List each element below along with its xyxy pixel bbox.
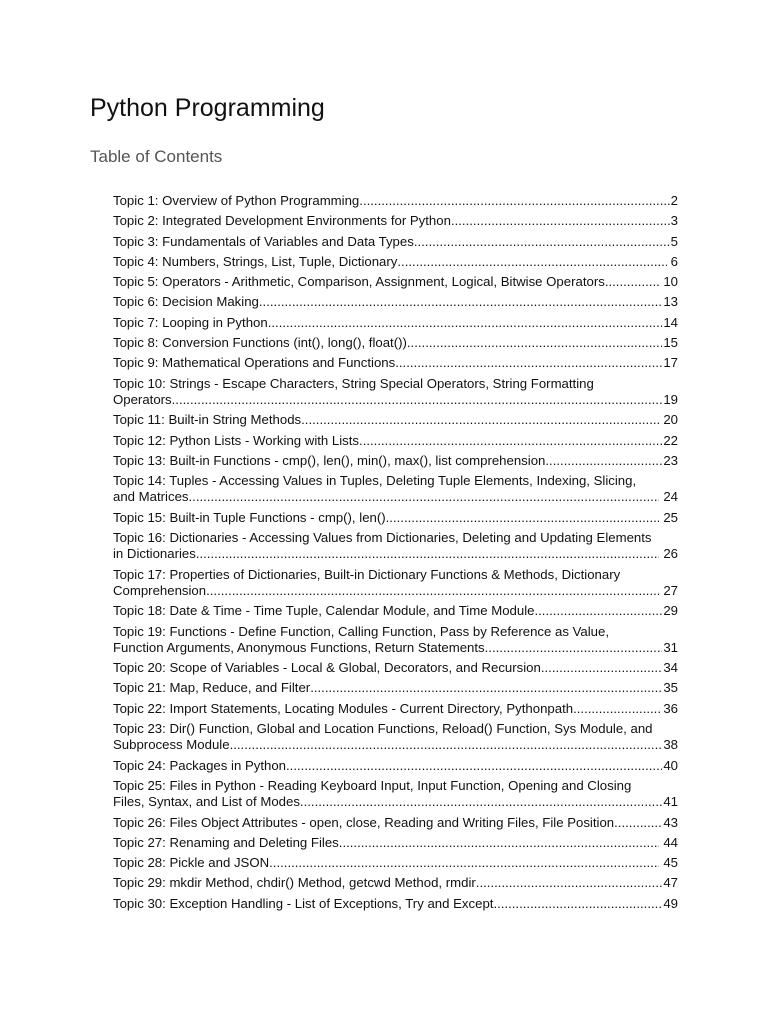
dot-leader xyxy=(196,546,660,562)
toc-entry-title-line: Topic 16: Dictionaries - Accessing Values from Dictionaries, Deleting and Updating Elements xyxy=(113,530,652,546)
toc-entry[interactable] xyxy=(113,530,678,563)
toc-entry-title: Topic 18: Date & Time - Time Tuple, Calendar Module, and Time Module xyxy=(113,603,535,619)
toc-entry-page-number: 27 xyxy=(663,582,678,598)
toc-entry-title: Topic 27: Renaming and Deleting Files xyxy=(113,834,339,850)
dot-leader xyxy=(269,855,659,871)
toc-entry-page-number: 10 xyxy=(663,274,678,290)
toc-entry[interactable] xyxy=(113,855,678,871)
dot-leader xyxy=(359,433,662,449)
toc-entry-title: Topic 4: Numbers, Strings, List, Tuple, Dictionary xyxy=(113,253,398,269)
toc-entry[interactable] xyxy=(113,376,678,409)
toc-entry-title: Subprocess Module xyxy=(113,737,230,753)
toc-entry-title: Topic 28: Pickle and JSON xyxy=(113,855,270,871)
toc-entry-title: Comprehension xyxy=(113,582,207,598)
toc-entry-row xyxy=(113,489,678,505)
toc-entry-page-number: 15 xyxy=(663,335,678,351)
toc-entry-page-number: 41 xyxy=(663,794,678,810)
toc-entry-row xyxy=(113,234,678,250)
toc-entry[interactable] xyxy=(113,701,678,717)
dot-leader xyxy=(397,254,666,270)
toc-entry[interactable] xyxy=(113,234,678,250)
dot-leader xyxy=(206,583,659,599)
toc-entry-row xyxy=(113,815,678,831)
toc-entry-row xyxy=(113,583,678,599)
toc-entry-page-number: 44 xyxy=(663,834,678,850)
toc-entry[interactable] xyxy=(113,473,678,506)
toc-entry-title: Topic 6: Decision Making xyxy=(113,294,259,310)
toc-entry[interactable] xyxy=(113,660,678,676)
toc-entry-page-number: 36 xyxy=(663,700,678,716)
toc-entry-title: Topic 30: Exception Handling - List of Exceptions, Try and Except xyxy=(113,895,494,911)
toc-entry-row xyxy=(113,546,678,562)
toc-entry-page-number: 22 xyxy=(663,432,678,448)
toc-entry[interactable] xyxy=(113,335,678,351)
toc-entry[interactable] xyxy=(113,815,678,831)
toc-entry[interactable] xyxy=(113,778,678,811)
toc-entry-title: Topic 3: Fundamentals of Variables and Data Types xyxy=(113,233,414,249)
toc-entry-title: in Dictionaries xyxy=(113,546,196,562)
toc-entry-title: Operators xyxy=(113,391,172,407)
toc-entry[interactable] xyxy=(113,294,678,310)
toc-entry[interactable] xyxy=(113,254,678,270)
toc-entry-row xyxy=(113,875,678,891)
toc-entry-row xyxy=(113,640,678,656)
toc-entry-row xyxy=(113,855,678,871)
toc-entry-page-number: 43 xyxy=(663,814,678,830)
toc-entry-page-number: 34 xyxy=(663,660,678,676)
toc-entry[interactable] xyxy=(113,355,678,371)
toc-entry-title: Topic 13: Built-in Functions - cmp(), len(), min(), max(), list comprehension xyxy=(113,452,546,468)
dot-leader xyxy=(573,701,662,717)
toc-entry[interactable] xyxy=(113,624,678,657)
dot-leader xyxy=(493,896,662,912)
toc-entry[interactable] xyxy=(113,274,678,290)
toc-entry-title-line: Topic 14: Tuples - Accessing Values in Tuples, Deleting Tuple Elements, Indexing, Slicing, xyxy=(113,473,637,489)
toc-entry-page-number: 25 xyxy=(663,509,678,525)
document-title: Python Programming xyxy=(90,94,325,122)
toc-entry-page-number: 19 xyxy=(663,391,678,407)
toc-entry-page-number: 5 xyxy=(670,233,678,249)
toc-entry-title: Topic 8: Conversion Functions (int(), long(), float()) xyxy=(113,335,407,351)
dot-leader xyxy=(359,193,669,209)
toc-entry[interactable] xyxy=(113,603,678,619)
toc-entry-page-number: 49 xyxy=(663,895,678,911)
toc-entry-page-number: 17 xyxy=(663,355,678,371)
dot-leader xyxy=(339,835,660,851)
toc-entry-row xyxy=(113,254,678,270)
toc-entry-title: Topic 11: Built-in String Methods xyxy=(113,412,302,428)
toc-entry-row xyxy=(113,680,678,696)
toc-entry-title: Topic 9: Mathematical Operations and Functions xyxy=(113,355,396,371)
toc-entry-page-number: 6 xyxy=(670,253,678,269)
toc-entry-title: Topic 29: mkdir Method, chdir() Method, getcwd Method, rmdir xyxy=(113,875,476,891)
dot-leader xyxy=(386,510,660,526)
dot-leader xyxy=(172,392,663,408)
toc-entry[interactable] xyxy=(113,896,678,912)
dot-leader xyxy=(451,213,670,229)
toc-entry-page-number: 31 xyxy=(663,639,678,655)
toc-entry-title: Topic 20: Scope of Variables - Local & Global, Decorators, and Recursion xyxy=(113,660,541,676)
toc-entry-page-number: 26 xyxy=(663,546,678,562)
toc-entry-page-number: 45 xyxy=(663,855,678,871)
toc-entry-title: Topic 2: Integrated Development Environments for Python xyxy=(113,213,451,229)
toc-entry[interactable] xyxy=(113,758,678,774)
toc-entry-title: Topic 7: Looping in Python xyxy=(113,314,268,330)
toc-entry-row xyxy=(113,510,678,526)
toc-entry-page-number: 14 xyxy=(663,314,678,330)
dot-leader xyxy=(407,335,662,351)
toc-entry-title-line: Topic 10: Strings - Escape Characters, String Special Operators, String Formatting xyxy=(113,375,594,391)
toc-entry-row xyxy=(113,335,678,351)
toc-entry-row xyxy=(113,193,678,209)
toc-entry-title: Topic 5: Operators - Arithmetic, Comparison, Assignment, Logical, Bitwise Operators xyxy=(113,274,605,290)
dot-leader xyxy=(476,875,663,891)
toc-entry-row xyxy=(113,835,678,851)
toc-entry-page-number: 20 xyxy=(663,412,678,428)
toc-entry-page-number: 29 xyxy=(663,603,678,619)
toc-entry-row xyxy=(113,315,678,331)
toc-entry[interactable] xyxy=(113,567,678,600)
toc-entry-page-number: 3 xyxy=(670,213,678,229)
toc-entry-title-line: Topic 23: Dir() Function, Global and Location Functions, Reload() Function, Sys Module, and xyxy=(113,721,653,737)
toc-entry-row xyxy=(113,896,678,912)
toc-entry-title: and Matrices xyxy=(113,489,189,505)
toc-entry-title-line: Topic 17: Properties of Dictionaries, Built-in Dictionary Functions & Methods, Dictionary xyxy=(113,566,621,582)
dot-leader xyxy=(605,274,660,290)
toc-entry[interactable] xyxy=(113,213,678,229)
toc-entry-row xyxy=(113,355,678,371)
dot-leader xyxy=(545,453,662,469)
toc-entry-row xyxy=(113,213,678,229)
toc-entry-page-number: 40 xyxy=(663,757,678,773)
toc-entry-page-number: 38 xyxy=(663,737,678,753)
toc-entry[interactable] xyxy=(113,433,678,449)
toc-entry[interactable] xyxy=(113,721,678,754)
dot-leader xyxy=(268,315,663,331)
dot-leader xyxy=(395,355,662,371)
toc-entry[interactable] xyxy=(113,453,678,469)
dot-leader xyxy=(614,815,662,831)
toc-entry[interactable] xyxy=(113,510,678,526)
toc-entry-row xyxy=(113,294,678,310)
dot-leader xyxy=(414,234,670,250)
dot-leader xyxy=(541,660,662,676)
toc-entry-title: Topic 15: Built-in Tuple Functions - cmp(), len() xyxy=(113,509,386,525)
toc-heading: Table of Contents xyxy=(90,147,223,166)
toc-entry-row xyxy=(113,453,678,469)
dot-leader xyxy=(301,412,659,428)
toc-entry-title: Topic 24: Packages in Python xyxy=(113,757,287,773)
toc-entry-page-number: 23 xyxy=(663,452,678,468)
toc-entry-row xyxy=(113,758,678,774)
toc-entry-title-line: Topic 19: Functions - Define Function, Calling Function, Pass by Reference as Value, xyxy=(113,623,610,639)
toc-entry-row xyxy=(113,660,678,676)
toc-entry[interactable] xyxy=(113,835,678,851)
toc-entry[interactable] xyxy=(113,680,678,696)
toc-entry-page-number: 47 xyxy=(663,875,678,891)
toc-entry-page-number: 35 xyxy=(663,680,678,696)
toc-entry-page-number: 24 xyxy=(663,489,678,505)
dot-leader xyxy=(259,294,662,310)
toc-entry-page-number: 2 xyxy=(670,193,678,208)
toc-entry-row xyxy=(113,701,678,717)
toc-entry-title: Topic 22: Import Statements, Locating Modules - Current Directory, Pythonpath xyxy=(113,700,574,716)
toc-entry-title: Topic 26: Files Object Attributes - open, close, Reading and Writing Files, File Position xyxy=(113,814,615,830)
toc-entry-row xyxy=(113,603,678,619)
dot-leader xyxy=(189,489,660,505)
toc-entry-row xyxy=(113,794,678,810)
toc-entry-row xyxy=(113,274,678,290)
toc-entry-title: Topic 21: Map, Reduce, and Filter xyxy=(113,680,311,696)
dot-leader xyxy=(534,603,662,619)
toc-entry-title: Topic 1: Overview of Python Programming xyxy=(113,193,360,208)
toc-entry[interactable] xyxy=(113,412,678,428)
toc-entry[interactable] xyxy=(113,193,678,209)
toc-entry-row xyxy=(113,433,678,449)
table-of-contents xyxy=(113,193,678,916)
toc-entry-title-line: Topic 25: Files in Python - Reading Keyboard Input, Input Function, Opening and Closing xyxy=(113,777,632,793)
toc-entry[interactable] xyxy=(113,875,678,891)
dot-leader xyxy=(485,640,663,656)
toc-entry[interactable] xyxy=(113,315,678,331)
toc-entry-page-number: 13 xyxy=(663,294,678,310)
toc-entry-row xyxy=(113,412,678,428)
dot-leader xyxy=(230,737,663,753)
dot-leader xyxy=(286,758,662,774)
toc-entry-title: Files, Syntax, and List of Modes xyxy=(113,794,300,810)
toc-entry-title: Topic 12: Python Lists - Working with Lists xyxy=(113,432,360,448)
toc-entry-title: Function Arguments, Anonymous Functions, Return Statements xyxy=(113,639,485,655)
toc-entry-row xyxy=(113,737,678,753)
dot-leader xyxy=(310,680,662,696)
toc-entry-row xyxy=(113,392,678,408)
dot-leader xyxy=(300,794,662,810)
